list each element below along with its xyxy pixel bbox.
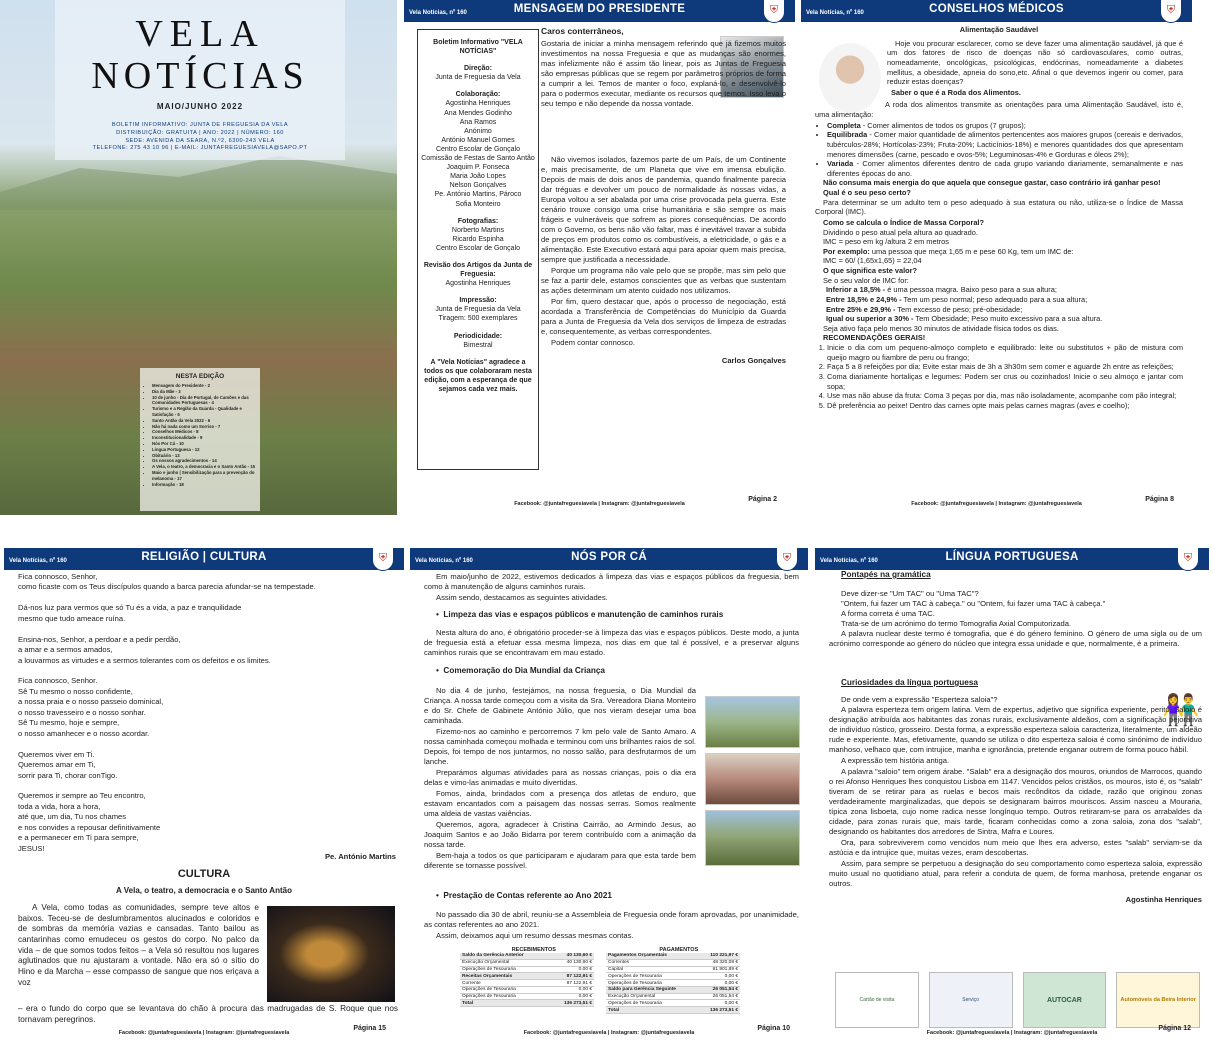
credits-line: Centro Escolar de Gonçalo bbox=[435, 145, 521, 153]
credits-heading: Boletim Informativo "VELA NOTÍCIAS" bbox=[433, 39, 523, 56]
section-text: Queremos, agora, agradecer à Cristina Cairrão, ao Armindo Jesus, ao Joaquim Santos e ao João Bidarra por terem contribuído com a animação da nossa tarde. bbox=[424, 820, 696, 850]
rec-item: 3. Coma diariamente hortaliças e legumes: Podem ser crus ou cozinhados! Inicie o seu almoço e jantar com sopa; bbox=[827, 372, 1183, 391]
credits-line: Ana Ramos bbox=[459, 118, 497, 126]
poem-line: como ficaste com os Teus discípulos quando a barca parecia afundar-se na tempestade. bbox=[18, 582, 316, 592]
account-row bbox=[606, 973, 740, 980]
grammar-line: Trata-se de um acrónimo do termo Tomografia Axial Computorizada. bbox=[841, 618, 1072, 628]
page-conselhos-medicos bbox=[801, 0, 1192, 515]
credits-heading: A "Vela Notícias" agradece a todos os que colaboraram nesta edição, com a esperança de que sejamos cada vez mais. bbox=[424, 358, 532, 393]
intro: Assim sendo, destacamos as seguintes atividades. bbox=[436, 593, 608, 603]
page-footer: Facebook: @juntafreguesiavela | Instagram: @juntafreguesiavela bbox=[523, 1030, 695, 1036]
page-number: Página 15 bbox=[353, 1025, 386, 1032]
range-intro: Se o seu valor de IMC for: bbox=[823, 275, 909, 285]
account-label: Correntes bbox=[608, 960, 630, 966]
curiosity-text: A palavra esperteza tem origem latina. Vem de expertus, adjetivo que significa experiente, perito. Saloio é designação atribuída aos habitantes das zonas rurais, exclusivamente aldeãos, com a significação pejorativa de indivíduo rústico, grosseiro. Desta forma, a expressão esperteza saloia caracteriza, literalmente, um aldeão rude e experiente. Mas, efetivamente, quando se utiliza o dito esperteza saloia é como sinónimo de indivíduo manhoso, velhaco que, com intrujice, manha e ignorância, pretende enganar outrem de forma pouco hábil. bbox=[829, 705, 1202, 755]
couple-illustration: 👫 bbox=[1162, 694, 1200, 727]
article-subtitle: Alimentação Saudável bbox=[959, 25, 1039, 34]
credits-heading: Revisão dos Artigos da Junta de Freguesia: bbox=[423, 261, 533, 279]
credits-line: Junta de Freguesia da Vela bbox=[435, 306, 521, 314]
recs-list bbox=[815, 343, 1183, 410]
account-label: Total bbox=[608, 1007, 620, 1013]
credits-line: Tiragem: 500 exemplares bbox=[438, 315, 518, 323]
account-value: 136 273,51 € bbox=[563, 1000, 592, 1006]
grammar-line: Deve dizer-se "Um TAC" ou "Uma TAC"? bbox=[841, 588, 979, 598]
toc-item: • Turismo e a Região da Guarda - Qualidade e Satisfação - 5 bbox=[152, 406, 256, 418]
account-label: Operações de Tesouraria bbox=[462, 966, 516, 972]
section-text: Fomos, ainda, brindados com a presença dos atletas de enduro, que estavam encantados com a paisagem das nossas serras. Somos realmente uma aldeia de vastas vaiências. bbox=[424, 789, 696, 819]
p12-curiosities bbox=[829, 695, 1202, 905]
section-text: Assim, deixamos aqui um resumo dessas mesmas contas. bbox=[436, 930, 634, 940]
poem-line: Sê Tu mesmo, hoje e sempre, bbox=[18, 718, 120, 728]
ads-strip bbox=[835, 972, 1200, 1028]
ad-card: Cartão de visita bbox=[835, 972, 919, 1028]
cover-issue-date: MAIO/JUNHO 2022 bbox=[156, 102, 244, 111]
intro: Em maio/junho de 2022, estivemos dedicados à limpeza das vias e espaços públicos da freguesia, bem como à manutenção de alguns caminhos rurais. bbox=[424, 572, 799, 592]
question: De onde vem a expressão "Esperteza saloia"? bbox=[841, 695, 998, 704]
credits-line: Centro Escolar de Gonçalo bbox=[435, 244, 521, 252]
p2-article-rest bbox=[541, 155, 786, 366]
range: Entre 25% e 29,9% - Tem excesso de peso; pré-obesidade; bbox=[826, 304, 1023, 314]
account-row bbox=[460, 1000, 594, 1007]
curiosity-text: Assim, para sempre se perpetuou a designação do seu comportamento como esperteza saloia, expressão muito usual no quotidiano atual, para referir a conduta de quem, de forma manhosa, pretende enganar os outros. bbox=[829, 859, 1202, 889]
account-label: Execução Orçamental bbox=[462, 960, 510, 966]
account-value: 0,00 € bbox=[724, 973, 738, 979]
account-value: 87 122,91 € bbox=[566, 973, 592, 979]
account-label: Pagamentos Orçamentais bbox=[608, 953, 667, 959]
greeting: Caros conterrâneos, bbox=[541, 26, 624, 36]
example: Por exemplo: uma pessoa que meça 1,65 m e pese 60 Kg, tem um IMC de: bbox=[823, 246, 1074, 256]
page-nos-por-ca bbox=[410, 548, 808, 1044]
page-title: CONSELHOS MÉDICOS bbox=[929, 3, 1064, 15]
rec-item: 1. Inicie o dia com um pequeno-almoço completo e equilibrado: leite ou substitutos + pão de mistura com queijo magro ou fiambre de peru ou frango; bbox=[827, 343, 1183, 362]
credits-line: Agostinha Henriques bbox=[445, 280, 511, 288]
toc-item: • Santo Antão da Vela 2022 - 6 bbox=[152, 418, 256, 424]
calc-line: IMC = peso em kg /altura 2 em metros bbox=[823, 237, 949, 247]
question: Saber o que é a Roda dos Alimentos. bbox=[891, 87, 1021, 97]
intro: Hoje vou procurar esclarecer, como se deve fazer uma alimentação saudável, já que é um dos fatores de risco de doenças não só cardiovasculares, como outras, nomeadamente, oncológicas, psicológicas, endócrinas, nomeadamente a diabetes mellitus, a obesidade, apneia do sono,etc. Afinal o que devemos ingerir ou comer, para reduzir estas doenças? bbox=[887, 38, 1183, 87]
toc-title: NESTA EDIÇÃO bbox=[175, 373, 225, 380]
credits-line: Nelson Gonçalves bbox=[449, 182, 507, 190]
section-text: No passado dia 30 de abril, reuniu-se a Assembleia de Freguesia onde foram aprovadas, por unanimidade, as contas referentes ao ano 2021. bbox=[424, 909, 799, 929]
receipts-column bbox=[460, 953, 594, 1014]
account-row bbox=[606, 1007, 740, 1014]
issue-label: Vela Notícias, nº 160 bbox=[806, 10, 864, 16]
page-header bbox=[404, 0, 795, 22]
toc-item: • Maio e junho | Sensibilização para a prevenção do melanoma - 17 bbox=[152, 470, 256, 482]
roda-text: A roda dos alimentos transmite as orientações para uma Alimentação Saudável, isto é, uma alimentação: bbox=[815, 100, 1183, 119]
poem-line bbox=[18, 593, 398, 603]
poem-line bbox=[18, 781, 398, 791]
cover-masthead bbox=[55, 0, 345, 160]
poem-line: Queremos viver em Ti. bbox=[18, 749, 95, 759]
poem-line: e a permanecer em Ti para sempre, bbox=[18, 833, 139, 843]
account-row bbox=[606, 960, 740, 967]
p2-paragraph: Gostaria de iniciar a minha mensagem referindo que já fizemos muitos investimentos na nossa Freguesia e que as mudanças são enormes, mas infelizmente não é assim tão linear, pois as Juntas de Freguesia são empresas públicas que se regem por parâmetros próprios de forma a cumprir a lei. Temos de manter o foco, explaná-lo, e desenvolvê-lo para o podermos executar, mediante os recursos que temos. Isso leva o seu tempo e não depende da nossa vontade. bbox=[541, 39, 786, 109]
poem-line: mesmo que tudo ameace ruína. bbox=[18, 613, 126, 623]
culture-text-tail: – era o fundo do corpo que se levantava do chão à procura das madrugadas de S. Roque que nos tornavam peregrinos. bbox=[18, 1004, 398, 1024]
culture-title: CULTURA bbox=[177, 868, 231, 880]
credits-line: Bimestral bbox=[463, 341, 493, 349]
toc-item: • Inconstitucionalidade - 9 bbox=[152, 435, 256, 441]
question: O que significa este valor? bbox=[823, 266, 918, 275]
p2-article bbox=[541, 26, 786, 110]
account-value: 0,00 € bbox=[724, 1000, 738, 1006]
range: Entre 18,5% e 24,9% - Tem um peso normal; peso adequado para a sua altura; bbox=[826, 294, 1088, 304]
account-value: 26 051,54 € bbox=[712, 994, 738, 1000]
imc-text: Para determinar se um adulto tem o peso adequado à sua estatura ou não, utiliza-se o Índice de Massa Corporal (IMC). bbox=[815, 197, 1183, 217]
cover-info-line: BOLETIM INFORMATIVO: JUNTA DE FREGUESIA DA VELA bbox=[111, 122, 289, 128]
grammar-line: A forma correta é uma TAC. bbox=[841, 608, 935, 618]
pag-title: PAGAMENTOS bbox=[659, 947, 699, 953]
cover-title-1: VELA bbox=[135, 13, 265, 55]
credits-line: Comissão de Festas de Santo Antão bbox=[421, 155, 535, 163]
crest-icon: ⛨ bbox=[372, 548, 394, 571]
poem-line: JESUS! bbox=[18, 843, 45, 853]
toc-box bbox=[140, 368, 260, 511]
account-row bbox=[606, 953, 740, 960]
account-label: Saldo para Gerência Seguinte bbox=[608, 987, 676, 993]
page-footer: Facebook: @juntafreguesiavela | Instagram: @juntafreguesiavela bbox=[911, 501, 1082, 507]
credits-line: Joaquim P. Fonseca bbox=[446, 164, 510, 172]
account-value: 136 273,51 € bbox=[709, 1007, 738, 1013]
poem-line: toda a vida, hora a hora, bbox=[18, 801, 101, 811]
poem bbox=[18, 572, 398, 854]
section-heading: • Limpeza das vias e espaços públicos e manutenção de caminhos rurais bbox=[436, 610, 724, 620]
account-label: Operações de Tesouraria bbox=[608, 973, 662, 979]
poem-signature: Pe. António Martins bbox=[324, 852, 396, 861]
credits-heading: Impressão: bbox=[459, 297, 497, 305]
credits-line: Junta de Freguesia da Vela bbox=[435, 74, 521, 82]
issue-label: Vela Notícias, nº 160 bbox=[820, 558, 878, 564]
credits-line: Agostinha Henriques bbox=[445, 100, 511, 108]
poem-line: Fica connosco, Senhor. bbox=[18, 676, 98, 686]
p2-paragraph: Por fim, quero destacar que, após o processo de negociação, está acordada a Transferência de Competências do Município da Guarda para a Junta de Freguesia da Vela dos serviços de limpeza de estradas e, consequentemente, as verbas correspondentes. bbox=[541, 297, 786, 337]
section-text: Nesta altura do ano, é obrigatório proceder-se à limpeza das vias e espaços públicos. Deste modo, a junta de freguesia está a efetuar essa mesma limpeza, nos dias em que tal é possível, e a preservar alguns caminhos rurais que se encontravam em mau estado. bbox=[424, 627, 799, 657]
toc-item: • Obituário - 13 bbox=[152, 453, 256, 459]
account-row bbox=[460, 980, 594, 987]
account-label: Receitas Orçamentais bbox=[462, 973, 513, 979]
account-value: 61 901,89 € bbox=[712, 966, 738, 972]
crest-icon: ⛨ bbox=[776, 548, 798, 571]
page-title: MENSAGEM DO PRESIDENTE bbox=[513, 3, 686, 15]
account-row bbox=[460, 987, 594, 994]
credits-line: Norberto Martins bbox=[451, 226, 505, 234]
poem-line bbox=[18, 624, 398, 634]
page-lingua-portuguesa bbox=[815, 548, 1209, 1044]
account-row bbox=[606, 987, 740, 994]
p12-grammar bbox=[829, 570, 1202, 650]
account-value: 48 320,08 € bbox=[712, 960, 738, 966]
account-value: 0,00 € bbox=[578, 994, 592, 1000]
account-label: Corrente bbox=[462, 980, 481, 986]
page-footer: Facebook: @juntafreguesiavela | Instagram: @juntafreguesiavela bbox=[118, 1030, 290, 1036]
ad-card: AUTOCAR bbox=[1023, 972, 1107, 1028]
rec-item: 2. Faça 5 a 8 refeições por dia: Evite estar mais de 3h a 3h30m sem comer e aguarde 2h entre as refeições; bbox=[827, 362, 1183, 372]
rec-item: 5. Dê preferência ao peixe! Dentro das carnes opte mais pelas carnes magras (aves e coelho); bbox=[827, 401, 1183, 411]
toc-item: • Nós Por Cá - 10 bbox=[152, 441, 256, 447]
poem-line: a louvarmos as virtudes e a sermos tolerantes com os defeitos e os limites. bbox=[18, 655, 271, 665]
account-row bbox=[460, 967, 594, 974]
p2-paragraph: Podem contar connosco. bbox=[551, 338, 636, 348]
curiosity-text: A palavra "saloio" tem origem árabe. "Salab" era a designação dos mouros, oriundos de Marrocos, quando o rei Afonso Henriques lhes conquistou Lisboa em 1147. Vencidos pelos cristãos, os mouros, isto é, os "salab" tiveram de se retirar para as ruelas e becos mais recônditos da cidade, razão que originou zonas verdadeiramente marginalizadas, que depois se designaram bairros mouriscos. Assim nasceu a Mouraria, típica zona lisboeta, cujo nome radica nesse longínquo tempo. Outros retiraram-se para os arrabaldes da cidade, para zonas rurais que, mais tarde, ficaram conhecidas como a zona saloia, zona dos "salab", designando os habitantes dos arredores de Sintra, Mafra e Loures. bbox=[829, 767, 1202, 837]
toc-list bbox=[144, 383, 256, 487]
crest-icon: ⛨ bbox=[1160, 0, 1182, 23]
page-title: LÍNGUA PORTUGUESA bbox=[945, 551, 1079, 563]
credits-box bbox=[417, 29, 539, 470]
photo-walk bbox=[705, 696, 800, 748]
diet-item: • Completa - Comer alimentos de todos os grupos (7 grupos); bbox=[827, 121, 1183, 131]
page-footer: Facebook: @juntafreguesiavela | Instagram: @juntafreguesiavela bbox=[926, 1030, 1098, 1036]
rec-item: 4. Use mas não abuse da fruta: Coma 3 peças por dia, mas não isoladamente, acompanhe com pão integral; bbox=[827, 391, 1183, 401]
account-row bbox=[460, 953, 594, 960]
page-religiao-cultura bbox=[4, 548, 404, 1044]
ad-card: Automóveis da Beira Interior bbox=[1116, 972, 1200, 1028]
toc-item: • Não há nada como um Sorriso - 7 bbox=[152, 424, 256, 430]
toc-item: • Conselhos Médicos - 8 bbox=[152, 429, 256, 435]
p2-paragraph: Não vivemos isolados, fazemos parte de um País, de um Continente e, mais precisamente, de um Planeta que vive em imensa ebulição. Depois de mais de dois anos de pandemia, quando finalmente parecia dar tréguas e devolver um pouco de normalidade às nossas vidas, a Europa voltou a ser abalada por uma crise provocada pela guerra. Este cenário trouxe consigo uma crise humanitária e são sempre os mais frágeis e vulneráveis que sofrem as piores consequências. De acordo com o Governo, os bens não vão faltar, mas é inevitável travar a subida de preços em produtos como os combustíveis, a eletricidade, o gás e a alimentação. Este Executivo estará aqui para apoiar quem mais precisa, sempre que justificada a necessidade. bbox=[541, 155, 786, 265]
account-label: Execução Orçamental bbox=[608, 994, 656, 1000]
account-row bbox=[460, 960, 594, 967]
p8-article bbox=[815, 25, 1183, 410]
poem-line: o nosso amanhecer e o nosso acordar. bbox=[18, 728, 150, 738]
credits-line: António Manuel Gomes bbox=[441, 136, 515, 144]
account-row bbox=[460, 973, 594, 980]
account-row bbox=[460, 994, 594, 1001]
poem-line: até que, um dia, Tu nos chames bbox=[18, 812, 127, 822]
cover-page bbox=[0, 0, 397, 515]
account-label: Operações de Tesouraria bbox=[462, 994, 516, 1000]
credits-line: Anónimo bbox=[464, 127, 492, 135]
culture-subtitle: A Vela, o teatro, a democracia e o Santo Antão bbox=[116, 886, 292, 895]
rec-title: RECEBIMENTOS bbox=[511, 947, 556, 953]
diet-list bbox=[815, 121, 1183, 179]
toc-item: • A Vela, o teatro, a democracia e o Santo Antão - 15 bbox=[152, 464, 256, 470]
cover-info-line: SEDE: AVENIDA DA SEARA, N.º2, 6300-243 VELA bbox=[125, 137, 275, 144]
section-heading: • Comemoração do Dia Mundial da Criança bbox=[436, 665, 605, 675]
warning: Não consuma mais energia do que aquela que consegue gastar, caso contrário irá ganhar peso! bbox=[823, 178, 1161, 188]
grammar-line: "Ontem, fui fazer um TAC à cabeça." ou "Ontem, fui fazer uma TAC à cabeça." bbox=[841, 598, 1106, 608]
credits-line: Maria João Lopes bbox=[450, 173, 506, 181]
poem-line: o nosso travesseiro e o nosso sonhar. bbox=[18, 707, 146, 717]
poem-line: Dá-nos luz para vermos que só Tu és a vida, a paz e tranquilidade bbox=[18, 603, 242, 613]
photo-snack bbox=[705, 753, 800, 805]
range: Igual ou superior a 30% - Tem Obesidade; Peso muito excessivo para a sua altura. bbox=[826, 314, 1103, 324]
account-label: Operações de Tesouraria bbox=[462, 987, 516, 993]
credits-heading: Fotografias: bbox=[457, 217, 499, 225]
poem-line bbox=[18, 666, 398, 676]
advise: Seja ativo faça pelo menos 30 minutos de atividade física todos os dias. bbox=[823, 323, 1059, 333]
credits-heading: Direção: bbox=[463, 65, 492, 73]
poem-line: sorrir para Ti, chorar conTigo. bbox=[18, 770, 118, 780]
toc-item: • Informação - 18 bbox=[152, 482, 256, 488]
poem-line: Fica connosco, Senhor, bbox=[18, 572, 98, 581]
poem-line: Sê Tu mesmo o nosso confidente, bbox=[18, 686, 133, 696]
diet-item: • Variada - Comer alimentos diferentes dentro de cada grupo variando diariamente, semanalmente e nas diferentes épocas do ano. bbox=[827, 159, 1183, 178]
page-header bbox=[815, 548, 1209, 570]
accounts-table bbox=[460, 947, 750, 1014]
account-value: 0,00 € bbox=[578, 987, 592, 993]
toc-item: • Língua Portuguesa - 12 bbox=[152, 447, 256, 453]
toc-item: • Mensagem do Presidente - 2 bbox=[152, 383, 256, 389]
section-heading: Pontapés na gramática bbox=[841, 570, 931, 579]
account-value: 110 221,97 € bbox=[710, 953, 738, 959]
page-number: Página 8 bbox=[1145, 496, 1174, 503]
account-label: Operações de Tesouraria bbox=[608, 1000, 662, 1006]
question: Como se calcula o Índice de Massa Corporal? bbox=[823, 217, 984, 227]
section-text: Bem-haja a todos os que participaram e ajudaram para que esta tarde bem diferente se tornasse possível. bbox=[424, 851, 696, 871]
account-row bbox=[606, 994, 740, 1001]
account-value: 0,00 € bbox=[578, 966, 592, 972]
section-text: No dia 4 de junho, festejámos, na nossa freguesia, o Dia Mundial da Criança. A nossa tarde começou com a visita da Sra. Vereadora Diana Monteiro e do Sr. Chefe de Gabinete António Júlio, que nos vieram desejar uma boa caminhada. bbox=[424, 686, 696, 726]
p10-intro bbox=[424, 572, 799, 684]
poem-line bbox=[18, 739, 398, 749]
p2-paragraph: Porque um programa não vale pelo que se propõe, mas sim pelo que se faz a partir dele, estamos conscientes que as verbas que sustentam as ações determinam um atento cuidado nos utilizamos. bbox=[541, 266, 786, 296]
diet-item: • Equilibrada - Comer maior quantidade de alimentos pertencentes aos maiores grupos (cereais e derivados, tubérculos-28%; Hortícolas-23%; Fruta-20%; Lacticínios-18%) e menores quantidades dos que apresentam menores dimensões (carne, pescado e ovos-5%; Leguminosas-4% e Gorduras e óleos 2%); bbox=[827, 130, 1183, 159]
issue-label: Vela Notícias, nº 160 bbox=[9, 558, 67, 564]
account-value: 40 130,60 € bbox=[566, 953, 592, 959]
p10-accounts bbox=[424, 891, 799, 942]
account-label: Saldo da Gerência Anterior bbox=[462, 953, 524, 959]
account-value: 26 051,54 € bbox=[712, 987, 738, 993]
account-label: Operações de Tesouraria bbox=[608, 980, 662, 986]
page-title: RELIGIÃO | CULTURA bbox=[141, 551, 267, 563]
section-heading: Curiosidades da língua portuguesa bbox=[841, 678, 978, 687]
cover-info-line: DISTRIBUIÇÃO: GRATUITA | ANO: 2022 | NÚMERO: 160 bbox=[116, 129, 284, 136]
page-number: Página 12 bbox=[1158, 1025, 1191, 1032]
signature: Carlos Gonçalves bbox=[721, 356, 786, 366]
issue-label: Vela Notícias, nº 160 bbox=[409, 10, 467, 16]
range: Inferior a 18,5% - é uma pessoa magra. Baixo peso para a sua altura; bbox=[826, 285, 1057, 295]
credits-heading: Colaboração: bbox=[455, 91, 501, 99]
poem-line: Ensina-nos, Senhor, a perdoar e a pedir perdão, bbox=[18, 634, 181, 644]
account-row bbox=[606, 980, 740, 987]
cover-info-line: TELEFONE: 275 43 10 96 | E-MAIL: JUNTAFREGUESIAVELA@SAPO.PT bbox=[92, 145, 308, 152]
signature: Agostinha Henriques bbox=[1125, 895, 1202, 905]
page-header bbox=[801, 0, 1192, 22]
page-mensagem-presidente bbox=[404, 0, 795, 515]
page-header bbox=[4, 548, 404, 570]
photo-group bbox=[705, 810, 800, 866]
recs-title: RECOMENDAÇÕES GERAIS! bbox=[823, 333, 926, 343]
grammar-text: A palavra nuclear deste termo é tomografia, que é do género feminino. O género de uma sigla ou de um acrónimo corresponde ao género do núcleo que integra essa unidade e que, normalmente, é a primeira. bbox=[829, 628, 1202, 648]
example-result: IMC = 60/ (1,65x1,65) = 22,04 bbox=[823, 256, 922, 266]
credits-line: Pe. António Martins, Pároco bbox=[434, 191, 522, 199]
page-number: Página 2 bbox=[748, 496, 777, 503]
page-number: Página 10 bbox=[757, 1025, 790, 1032]
account-value: 40 130,60 € bbox=[566, 960, 592, 966]
curiosity-text: A expressão tem história antiga. bbox=[841, 756, 950, 766]
crest-icon: ⛨ bbox=[1177, 548, 1199, 571]
question: Qual é o seu peso certo? bbox=[823, 188, 911, 197]
poem-line: a nossa praia e o nosso passeio dominical, bbox=[18, 697, 164, 707]
calc-line: Dividindo o peso atual pela altura ao quadrado. bbox=[823, 227, 978, 237]
theater-photo bbox=[267, 906, 395, 1002]
credits-heading: Periodicidade: bbox=[453, 332, 503, 340]
section-heading: • Prestação de Contas referente ao Ano 2021 bbox=[436, 891, 612, 900]
crest-icon: ⛨ bbox=[763, 0, 785, 23]
account-label: Capital bbox=[608, 966, 623, 972]
ad-card: Serviço bbox=[929, 972, 1013, 1028]
page-title: NÓS POR CÁ bbox=[571, 551, 647, 563]
poem-line: Queremos ir sempre ao Teu encontro, bbox=[18, 791, 146, 801]
culture-text: A Vela, como todas as comunidades, sempre teve altos e baixos. Teceu-se de deslumbramentos alucinados e coloridos e de sombras da memória vazias e cansadas. Tanto bailou as cantarinhas como emudeceu os gestos do corpo. No palco da vida – de que somos todos feitos – a Vela só resultou nos lugares aglutinados que nu ajustaram a vontade. Não era só o sítio do Hino e da Marcha – esse compasso de sangue que nos eriçava a voz bbox=[18, 903, 259, 987]
page-footer: Facebook: @juntafreguesiavela | Instagram: @juntafreguesiavela bbox=[514, 501, 685, 507]
credits-line: Ana Mendes Godinho bbox=[444, 109, 512, 117]
page-header bbox=[410, 548, 808, 570]
account-label: Total bbox=[462, 1000, 474, 1006]
poem-line: e nos convides a repousar definitivamente bbox=[18, 822, 161, 832]
curiosity-text: Ora, para sobreviverem como vencidos num meio que lhes era adverso, estes "salab" serviam-se da astúcia e da intrujice que, muitas vezes, eram descobertas. bbox=[829, 838, 1202, 858]
issue-label: Vela Notícias, nº 160 bbox=[415, 558, 473, 564]
toc-item: • Os nossos agradecimentos - 14 bbox=[152, 458, 256, 464]
poem-line: a amar e a sermos amados, bbox=[18, 645, 113, 655]
p10-children-day bbox=[424, 686, 696, 872]
account-row bbox=[606, 967, 740, 974]
account-value: 0,00 € bbox=[724, 980, 738, 986]
account-value: 87 122,91 € bbox=[566, 980, 592, 986]
toc-item: • 10 de junho - Dia de Portugal, de Camões e das Comunidades Portuguesas - 4 bbox=[152, 395, 256, 407]
credits-line: Ricardo Espinha bbox=[452, 235, 504, 243]
toc-item: • Dia da Mãe - 3 bbox=[152, 389, 256, 395]
section-text: Fizemo-nos ao caminho e percorremos 7 km pelo vale de Santo Amaro. A nossa caminhada começou molhada e terminou com uns brilhantes raios de sol. Depois, foi tempo de nos juntarmos, no nosso salão, para desfrutarmos de um lanche. bbox=[424, 727, 696, 767]
account-row bbox=[606, 1000, 740, 1007]
section-text: Preparámos algumas atividades para as nossas crianças, pois o dia era delas e vimo-las animadas e muito divertidas. bbox=[424, 768, 696, 788]
payments-column bbox=[606, 953, 740, 1014]
credits-line: Sofia Monteiro bbox=[455, 200, 501, 208]
cover-title-2: NOTÍCIAS bbox=[91, 55, 309, 97]
cover-info bbox=[55, 122, 345, 153]
poem-line: Queremos amar em Ti, bbox=[18, 760, 96, 770]
